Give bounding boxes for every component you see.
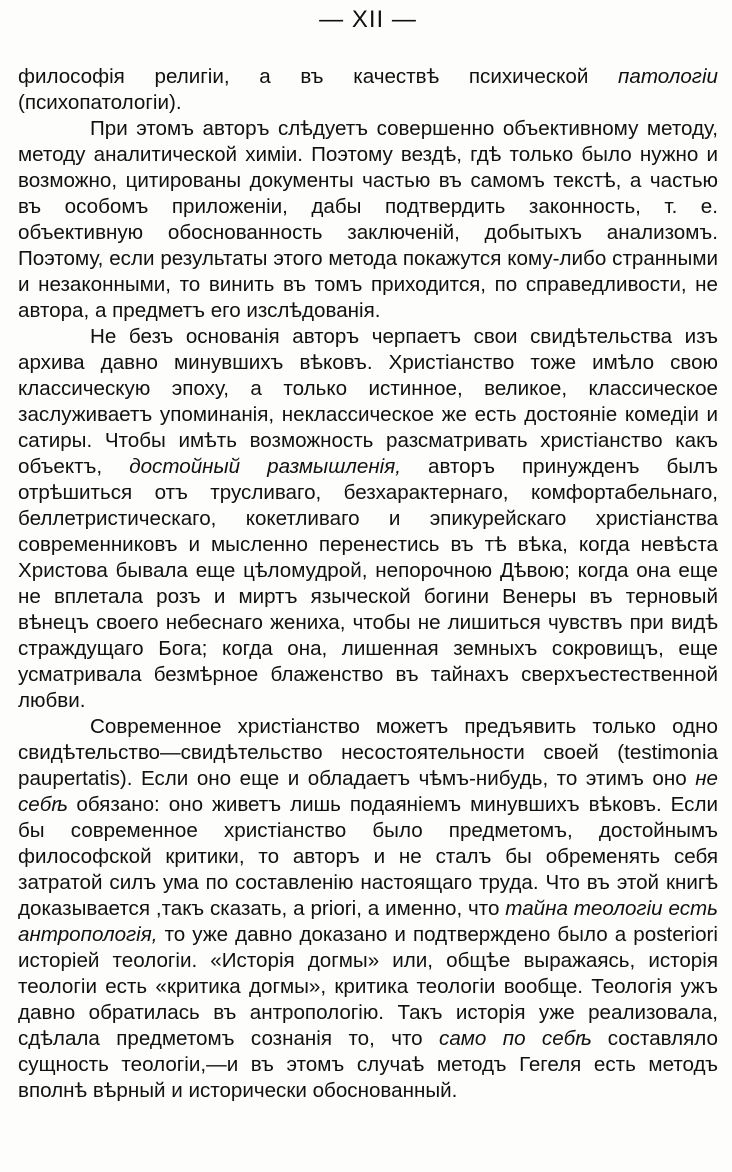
text-run: Современное христіанство можетъ предъявить только одно свидѣтельство—свидѣтельство несостоятельности своей (testimonia paupertatis). Если оно еще и обладаетъ чѣмъ-нибудь, то этимъ оно [18, 715, 718, 790]
italic-text-run: патологіи [618, 65, 718, 88]
paragraph [18, 116, 718, 324]
paragraph [18, 64, 718, 116]
text-run: авторъ принужденъ былъ отрѣшиться отъ трусливаго, безхарактернаго, комфортабельнаго, беллетристическаго, кокетливаго и эпикурейскаго христіанства современниковъ и мысленно перенестись въ тѣ вѣка, когда невѣста Христова бывала еще цѣломудрой, непорочною Дѣвою; когда она еще не вплетала розъ и миртъ языческой богини Венеры въ терновый вѣнецъ своего небеснаго жениха, чтобы не лишиться чувствъ при видѣ страждущаго Бога; когда она, лишенная земныхъ сокровищъ, еще усматривала безмѣрное блаженство въ тайнахъ сверхъестественной любви. [18, 455, 718, 712]
text-run: Не безъ основанія авторъ черпаетъ свои свидѣтельства изъ архива давно минувшихъ вѣковъ. Христіанство тоже имѣло свою классическую эпоху, а только истинное, великое, классическое заслуживаетъ упоминанія, неклассическое же есть достояніе комедіи и сатиры. Чтобы имѣть возможность разсматривать христіанство какъ объектъ, [18, 325, 718, 478]
italic-text-run: тайна теологіи есть антропологія, [18, 897, 718, 946]
text-run: (психопатологіи). [18, 91, 182, 114]
page-number: — XII — [319, 6, 417, 33]
text-run: При этомъ авторъ слѣдуетъ совершенно объективному методу, методу аналитической химіи. Поэтому вездѣ, гдѣ только было нужно и возможно, цитированы документы частью въ самомъ текстѣ, а частью въ особомъ приложеніи, дабы подтвердить законность, т. е. объективную обоснованность заключеній, добытыхъ анализомъ. Поэтому, если результаты этого метода покажутся кому-либо странными и незаконными, то винить въ томъ приходится, по справедливости, не автора, а предметъ его изслѣдованія. [18, 117, 718, 322]
paragraph [18, 714, 718, 1104]
text-run: составляло сущность теологіи,—и въ этомъ случаѣ методъ Гегеля есть методъ вполнѣ вѣрный и исторически обоснованный. [18, 1027, 718, 1102]
italic-text-run: не себѣ [18, 767, 718, 816]
text-run: то уже давно доказано и подтверждено было a posteriori исторіей теологіи. «Исторія догмы» или, общѣе выражаясь, исторія теологіи есть «критика догмы», критика теологіи вообще. Теологія ужъ давно обратилась въ антропологію. Такъ исторія уже реализовала, сдѣлала предметомъ сознанія то, что [18, 923, 718, 1050]
italic-text-run: само по себѣ [439, 1027, 592, 1050]
italic-text-run: достойный размышленія, [129, 455, 401, 478]
paragraph [18, 324, 718, 714]
text-run: обязано: оно живетъ лишь подаяніемъ минувшихъ вѣковъ. Если бы современное христіанство было предметомъ, достойнымъ философской критики, то авторъ и не сталъ бы обременять себя затратой силъ ума по составленію настоящаго труда. Что въ этой книгѣ доказывается ,такъ сказать, a priori, а именно, что [18, 793, 718, 920]
book-page [18, 4, 718, 1104]
text-run: философія религіи, а въ качествѣ психической [18, 65, 619, 88]
body-text [18, 64, 718, 1104]
